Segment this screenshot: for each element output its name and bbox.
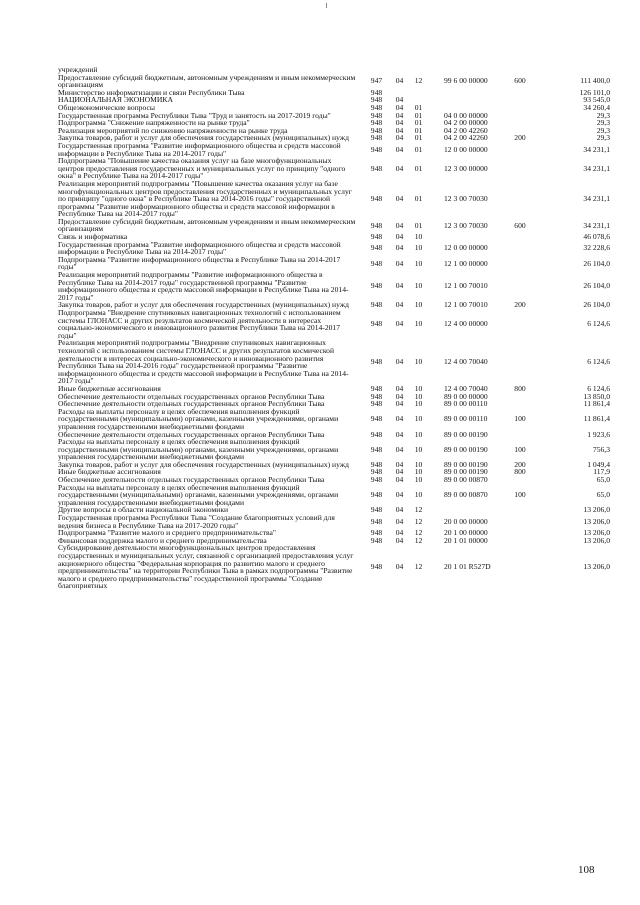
cell-pr: 12 <box>414 562 423 572</box>
table-row <box>58 241 610 256</box>
cell-sum: 117,9 <box>593 467 610 477</box>
cell-glv: 948 <box>370 118 383 128</box>
cell-pr: 10 <box>414 281 423 291</box>
cell-pr: 12 <box>414 516 423 526</box>
cell-vr: 200 <box>514 133 526 143</box>
table-row <box>58 309 610 339</box>
cell-csr: 20 1 01 00000 <box>444 535 488 545</box>
cell-rz: 04 <box>395 319 404 329</box>
table-row <box>58 514 610 529</box>
cell-pr: 01 <box>414 102 423 112</box>
cell-pr: 10 <box>414 243 423 253</box>
cell-sum: 756,3 <box>592 444 610 454</box>
cell-csr: 04 2 00 00000 <box>444 118 488 128</box>
cell-csr: 89 0 00 00110 <box>444 414 488 424</box>
cell-csr: 89 0 00 00000 <box>444 391 488 401</box>
cell-csr: 12 4 00 00000 <box>444 319 488 329</box>
cell-sum: 34 231,1 <box>583 144 610 154</box>
cell-rz: 04 <box>395 357 404 367</box>
cell-glv: 948 <box>370 490 383 500</box>
cell-csr: 89 0 00 00870 <box>444 475 488 485</box>
cell-vr: 200 <box>514 459 526 469</box>
cell-pr: 01 <box>414 133 423 143</box>
cell-glv: 948 <box>370 281 383 291</box>
cell-vr: 100 <box>514 490 526 500</box>
cell-csr: 89 0 00 00190 <box>444 444 488 454</box>
cell-csr: 04 2 00 42260 <box>444 125 488 135</box>
cell-pr: 10 <box>414 475 423 485</box>
cell-pr: 10 <box>414 467 423 477</box>
cell-csr: 89 0 00 00190 <box>444 467 488 477</box>
cell-rz: 04 <box>395 383 404 393</box>
cell-name: Общеэкономические вопросы <box>58 102 155 112</box>
cell-name: Закупка товаров, работ и услуг для обеспечения государственных (муниципальных) нужд <box>58 459 349 469</box>
table-row <box>58 142 610 157</box>
cell-pr: 10 <box>414 459 423 469</box>
cell-name: Государственная программа "Развитие информационного общества и средств массовой информации в Республике Тыва на 2014-2017 годы" <box>58 239 341 257</box>
cell-pr: 01 <box>414 163 423 173</box>
cell-pr: 01 <box>414 194 423 204</box>
cell-sum: 29,3 <box>596 118 610 128</box>
cell-glv: 948 <box>370 399 383 409</box>
cell-rz: 04 <box>395 490 404 500</box>
cell-sum: 34 231,1 <box>583 220 610 230</box>
cell-glv: 948 <box>370 391 383 401</box>
cell-pr: 10 <box>414 399 423 409</box>
cell-rz: 04 <box>395 232 404 242</box>
cell-pr: 10 <box>414 383 423 393</box>
cell-pr: 10 <box>414 391 423 401</box>
cell-sum: 6 124,6 <box>587 319 610 329</box>
cell-glv: 948 <box>370 459 383 469</box>
table-row <box>58 74 610 89</box>
cell-csr: 12 0 00 00000 <box>444 144 488 154</box>
cell-glv: 948 <box>370 144 383 154</box>
cell-glv: 948 <box>370 163 383 173</box>
cell-rz: 04 <box>395 194 404 204</box>
cell-sum: 65,0 <box>596 475 610 485</box>
cell-pr: 01 <box>414 144 423 154</box>
cell-rz: 04 <box>395 281 404 291</box>
cell-vr: 200 <box>514 300 526 310</box>
cell-csr: 12 1 00 70010 <box>444 281 488 291</box>
cell-vr: 600 <box>514 76 526 86</box>
cell-sum: 34 260,4 <box>583 102 610 112</box>
table-row <box>58 544 610 590</box>
cell-sum: 6 124,6 <box>587 383 610 393</box>
cell-csr: 12 3 00 70030 <box>444 220 488 230</box>
cell-glv: 948 <box>370 87 383 97</box>
cell-glv: 948 <box>370 357 383 367</box>
cell-name: Подпрограмма "Повышение качества оказания услуг на базе многофункциональных центров предоставления государственных и муниципальных услуг по принципу "одного окна" в Республике Тыва на 2014-2017 годы" <box>58 156 346 181</box>
cell-name: Субсидирование деятельности многофункциональных центров предоставления государственных и муниципальных услуг, связанной с организацией предоставления услуг акционерного общества "Федеральная корпорация по развитию малого и среднего предпринимательства" на территории Республики Тыва в рамках подпрограммы "Развитие малого и среднего предпринимательства" государственной программы "Создание благоприятных <box>58 543 354 591</box>
cell-name: учреждений <box>58 65 98 74</box>
cell-name: Реализация мероприятий по снижению напряженности на рынке труда <box>58 125 288 135</box>
cell-name: Подпрограмма "Снижение напряженности на рынке труда" <box>58 118 250 128</box>
table-row <box>58 157 610 180</box>
cell-sum: 13 850,0 <box>583 391 610 401</box>
cell-rz: 04 <box>395 391 404 401</box>
cell-pr: 10 <box>414 232 423 242</box>
cell-sum: 13 206,0 <box>583 562 610 572</box>
cell-name: Предоставление субсидий бюджетным, автономным учреждениям и иным некоммерческим организациям <box>58 72 356 90</box>
cell-csr: 12 4 00 70040 <box>444 357 488 367</box>
cell-name: Подпрограмма "Развитие информационного общества в Республике Тыва на 2014-2017 годы" <box>58 254 341 272</box>
cell-name: Подпрограмма "Развитие малого и среднего предпринимательства" <box>58 528 276 538</box>
cell-vr: 100 <box>514 444 526 454</box>
cell-rz: 04 <box>395 475 404 485</box>
cell-sum: 46 078,6 <box>583 232 610 242</box>
cell-sum: 13 206,0 <box>583 528 610 538</box>
cell-pr: 10 <box>414 357 423 367</box>
table-row <box>58 408 610 431</box>
cell-name: Иные бюджетные ассигнования <box>58 467 161 477</box>
cell-glv: 948 <box>370 102 383 112</box>
cell-name: Государственная программа Республики Тыва "Создание благоприятных условий для ведения бизнеса в Республике Тыва на 2017-2020 годы" <box>58 513 335 530</box>
cell-name: Обеспечение деятельности отдельных государственных органов Республики Тыва <box>58 429 325 439</box>
cell-rz: 04 <box>395 95 404 105</box>
cell-vr: 600 <box>514 220 526 230</box>
cell-sum: 126 101,0 <box>579 87 610 97</box>
cell-rz: 04 <box>395 414 404 424</box>
cell-name: Финансовая поддержка малого и среднего предпринимательства <box>58 535 267 545</box>
cell-name: Предоставление субсидий бюджетным, автономным учреждениям и иным некоммерческим организациям <box>58 216 356 234</box>
cell-glv: 948 <box>370 535 383 545</box>
cell-sum: 1 049,4 <box>587 459 610 469</box>
cell-glv: 948 <box>370 258 383 268</box>
cell-pr: 10 <box>414 319 423 329</box>
cell-sum: 13 206,0 <box>583 535 610 545</box>
table-row <box>58 256 610 271</box>
cell-rz: 04 <box>395 258 404 268</box>
table-row <box>58 484 610 507</box>
cell-csr: 20 1 01 R527D <box>444 562 491 572</box>
cell-glv: 948 <box>370 562 383 572</box>
cell-vr: 100 <box>514 414 526 424</box>
cell-vr: 800 <box>514 467 526 477</box>
cell-name: Обеспечение деятельности отдельных государственных органов Республики Тыва <box>58 475 325 485</box>
table-row <box>58 339 610 385</box>
cell-rz: 04 <box>395 220 404 230</box>
cell-name: Закупка товаров, работ и услуг для обеспечения государственных (муниципальных) нужд <box>58 133 349 143</box>
cell-glv: 948 <box>370 319 383 329</box>
cell-rz: 04 <box>395 562 404 572</box>
cell-rz: 04 <box>395 516 404 526</box>
cell-csr: 04 2 00 42260 <box>444 133 488 143</box>
cell-glv: 948 <box>370 429 383 439</box>
cell-name: Обеспечение деятельности отдельных государственных органов Республики Тыва <box>58 391 325 401</box>
cell-sum: 111 400,0 <box>580 76 610 86</box>
cell-csr: 04 0 00 00000 <box>444 110 488 120</box>
cell-csr: 89 0 00 00110 <box>444 399 488 409</box>
cell-rz: 04 <box>395 505 404 515</box>
cell-rz: 04 <box>395 535 404 545</box>
cell-sum: 29,3 <box>596 110 610 120</box>
cell-csr: 12 1 00 00000 <box>444 258 488 268</box>
cell-glv: 948 <box>370 505 383 515</box>
cell-name: Реализация мероприятий подпрограммы "Развитие информационного общества в Республике Тыва на 2014-2017 годы" государственной программы "Развитие информационного общества и средств массовой информации в Республике Тыва на 2014-2017 годы" <box>58 270 349 302</box>
page-number: 108 <box>578 864 595 876</box>
cell-sum: 34 231,1 <box>583 163 610 173</box>
cell-csr: 89 0 00 00190 <box>444 429 488 439</box>
cell-sum: 93 545,0 <box>583 95 610 105</box>
table-row <box>58 218 610 233</box>
cell-sum: 26 104,0 <box>583 300 610 310</box>
cell-name: Государственная программа Республики Тыва "Труд и занятость на 2017-2019 годы" <box>58 110 331 120</box>
cell-sum: 32 228,6 <box>583 243 610 253</box>
cell-csr: 12 3 00 00000 <box>444 163 488 173</box>
cell-rz: 04 <box>395 467 404 477</box>
cell-sum: 26 104,0 <box>583 258 610 268</box>
cell-pr: 01 <box>414 110 423 120</box>
cell-name: Расходы на выплаты персоналу в целях обеспечения выполнения функций государственными (муниципальными) органами, казенными учреждениями, органами управления государственными внебюджетными фондами <box>58 482 339 507</box>
cell-glv: 948 <box>370 125 383 135</box>
cell-sum: 13 206,0 <box>583 505 610 515</box>
cell-pr: 10 <box>414 429 423 439</box>
cell-pr: 12 <box>414 535 423 545</box>
cell-csr: 89 0 00 00190 <box>444 459 488 469</box>
scan-mark <box>326 3 327 8</box>
cell-name: Связь и информатика <box>58 232 128 242</box>
cell-glv: 948 <box>370 95 383 105</box>
cell-csr: 12 1 00 70010 <box>444 300 488 310</box>
cell-rz: 04 <box>395 300 404 310</box>
cell-glv: 948 <box>370 475 383 485</box>
cell-rz: 04 <box>395 76 404 86</box>
cell-rz: 04 <box>395 528 404 538</box>
cell-csr: 12 0 00 00000 <box>444 243 488 253</box>
cell-name: Подпрограмма "Внедрение спутниковых навигационных технологий с использованием системы ГЛОНАСС и других результатов космической деятельности в интересах социально-экономического и инновационного развития Республики Тыва на 2014-2017 годы" <box>58 308 341 340</box>
cell-csr: 89 0 00 00870 <box>444 490 488 500</box>
cell-csr: 99 6 00 00000 <box>444 76 488 86</box>
cell-sum: 1 923,6 <box>587 429 610 439</box>
cell-glv: 948 <box>370 110 383 120</box>
table-row <box>58 180 610 218</box>
cell-rz: 04 <box>395 399 404 409</box>
cell-csr: 20 0 00 00000 <box>444 516 488 526</box>
cell-name: НАЦИОНАЛЬНАЯ ЭКОНОМИКА <box>58 95 173 105</box>
cell-glv: 948 <box>370 300 383 310</box>
cell-sum: 11 861,4 <box>583 399 610 409</box>
table-row <box>58 438 610 461</box>
cell-glv: 948 <box>370 232 383 242</box>
cell-sum: 6 124,6 <box>587 357 610 367</box>
cell-sum: 11 861,4 <box>583 414 610 424</box>
cell-rz: 04 <box>395 459 404 469</box>
cell-sum: 65,0 <box>596 490 610 500</box>
cell-sum: 26 104,0 <box>583 281 610 291</box>
cell-sum: 34 231,1 <box>583 194 610 204</box>
cell-sum: 29,3 <box>596 125 610 135</box>
cell-csr: 12 4 00 70040 <box>444 383 488 393</box>
cell-rz: 04 <box>395 144 404 154</box>
table-row <box>58 271 610 301</box>
cell-pr: 10 <box>414 300 423 310</box>
cell-pr: 10 <box>414 444 423 454</box>
cell-rz: 04 <box>395 243 404 253</box>
cell-sum: 13 206,0 <box>583 516 610 526</box>
cell-rz: 04 <box>395 110 404 120</box>
cell-glv: 948 <box>370 133 383 143</box>
cell-csr: 20 1 00 00000 <box>444 528 488 538</box>
cell-glv: 948 <box>370 194 383 204</box>
cell-pr: 01 <box>414 125 423 135</box>
cell-pr: 01 <box>414 220 423 230</box>
cell-glv: 948 <box>370 444 383 454</box>
cell-name: Расходы на выплаты персоналу в целях обеспечения выполнения функций государственными (муниципальными) органами, казенными учреждениями, органами управления государственными внебюджетными фондами <box>58 406 339 431</box>
cell-pr: 10 <box>414 490 423 500</box>
cell-glv: 948 <box>370 220 383 230</box>
cell-glv: 947 <box>370 76 383 86</box>
cell-name: Закупка товаров, работ и услуг для обеспечения государственных (муниципальных) нужд <box>58 300 349 310</box>
cell-rz: 04 <box>395 118 404 128</box>
cell-pr: 10 <box>414 258 423 268</box>
cell-name: Расходы на выплаты персоналу в целях обеспечения выполнения функций государственными (муниципальными) органами, казенными учреждениями, органами управления государственными внебюджетными фондами <box>58 437 339 462</box>
cell-pr: 10 <box>414 414 423 424</box>
cell-glv: 948 <box>370 516 383 526</box>
cell-glv: 948 <box>370 243 383 253</box>
cell-pr: 01 <box>414 118 423 128</box>
cell-rz: 04 <box>395 133 404 143</box>
cell-vr: 800 <box>514 383 526 393</box>
cell-name: Реализация мероприятий подпрограммы "Повышение качества оказания услуг на базе многофункциональных центров предоставления государственных и муниципальных услуг по принципу "одного окна" в Республике Тыва на 2014-2016 годы" государственной программы "Развитие информационного общества и средств массовой информации в Республике Тыва на 2014-2017 годы" <box>58 178 352 219</box>
cell-name: Иные бюджетные ассигнования <box>58 383 161 393</box>
budget-table <box>58 66 610 590</box>
cell-glv: 948 <box>370 383 383 393</box>
cell-pr: 12 <box>414 76 423 86</box>
cell-glv: 948 <box>370 467 383 477</box>
cell-pr: 12 <box>414 528 423 538</box>
cell-sum: 29,3 <box>596 133 610 143</box>
cell-name: Обеспечение деятельности отдельных государственных органов Республики Тыва <box>58 399 325 409</box>
cell-csr: 12 3 00 70030 <box>444 194 488 204</box>
cell-pr: 12 <box>414 505 423 515</box>
cell-rz: 04 <box>395 163 404 173</box>
cell-rz: 04 <box>395 444 404 454</box>
cell-name: Министерство информатизации и связи Республики Тыва <box>58 87 245 97</box>
cell-glv: 948 <box>370 414 383 424</box>
cell-rz: 04 <box>395 429 404 439</box>
cell-name: Государственная программа "Развитие информационного общества и средств массовой информации в Республике Тыва на 2014-2017 годы" <box>58 140 341 158</box>
cell-rz: 04 <box>395 125 404 135</box>
cell-name: Другие вопросы в области национальной экономики <box>58 505 229 515</box>
cell-name: Реализация мероприятий подпрограммы "Внедрение спутниковых навигационных технологий с использованием системы ГЛОНАСС и других результатов космической деятельности в интересах социально-экономического и инновационного развития Республики Тыва на 2014-2016 годы" государственной программы "Развитие информационного общества и средств массовой информации в Республике Тыва на 2014-2017 годы" <box>58 338 349 386</box>
cell-glv: 948 <box>370 528 383 538</box>
cell-rz: 04 <box>395 102 404 112</box>
